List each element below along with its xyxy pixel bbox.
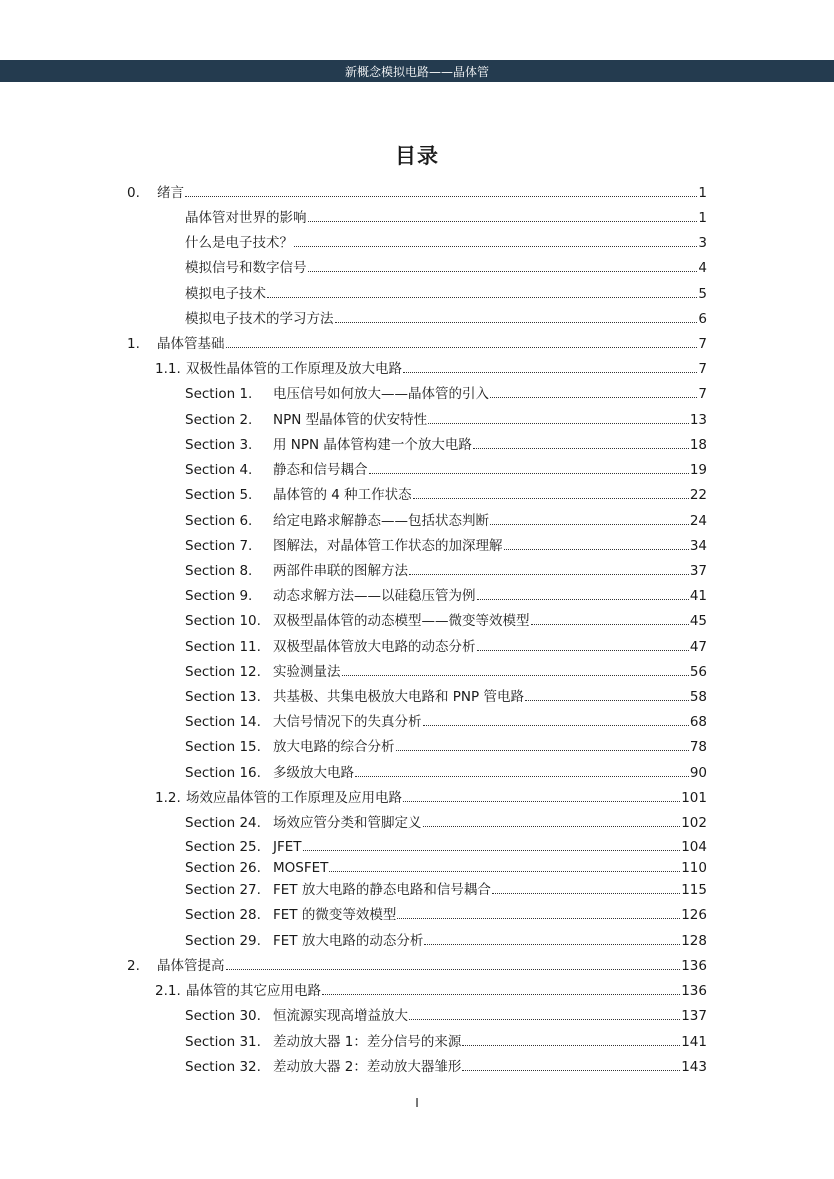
toc-entry-page: 3 [698,235,707,251]
dot-leader [342,675,689,676]
toc-entry-page: 78 [689,739,707,755]
toc-entry-number: Section 9. [185,588,253,604]
toc-entry-title: 恒流源实现高增益放大 [273,1008,408,1024]
dot-leader [335,322,698,323]
toc-entry-number: 1.2. [155,790,181,806]
dot-leader [462,1045,680,1046]
toc-entry-title: 晶体管的其它应用电路 [186,983,321,999]
toc-entry-number: Section 1. [185,386,253,402]
dot-leader [424,944,680,945]
page-title: 目录 [395,144,439,168]
dot-leader [303,850,681,851]
dot-leader [413,498,689,499]
toc-entry[interactable] [185,1007,707,1025]
dot-leader [396,750,689,751]
toc-entry-number: Section 14. [185,714,261,730]
toc-entry-number: Section 24. [185,815,261,831]
toc-entry-page: 101 [681,790,707,806]
dot-leader [490,524,689,525]
toc-entry-page: 56 [689,664,707,680]
toc-entry-number: Section 27. [185,882,261,898]
toc-entry[interactable] [185,881,707,899]
toc-entry-title: 多级放大电路 [273,765,354,781]
toc-entry[interactable] [185,411,707,429]
toc-entry[interactable] [185,436,707,454]
toc-entry-title: 场效应管分类和管脚定义 [273,815,422,831]
toc-entry[interactable] [185,932,707,950]
dot-leader [462,1070,680,1071]
toc-entry[interactable] [185,461,707,479]
toc-entry-title: 电压信号如何放大——晶体管的引入 [273,386,489,402]
toc-entry-title: 模拟信号和数字信号 [185,260,307,276]
toc-entry-page: 34 [689,538,707,554]
toc-entry[interactable] [185,638,707,656]
toc-entry-page: 68 [689,714,707,730]
toc-entry-number: Section 28. [185,907,261,923]
toc-entry-page: 37 [689,563,707,579]
toc-entry[interactable] [155,789,707,807]
toc-entry[interactable] [127,335,707,353]
dot-leader [477,599,689,600]
dot-leader [525,700,689,701]
toc-entry-page: 110 [681,860,707,876]
toc-entry-title: 什么是电子技术？ [185,235,293,251]
toc-entry-title: JFET [273,839,302,855]
toc-entry[interactable] [185,814,707,832]
toc-entry-title: 放大电路的综合分析 [273,739,395,755]
dot-leader [423,725,689,726]
toc-entry-page: 136 [681,958,707,974]
toc-entry-number: Section 11. [185,639,261,655]
toc-entry-title: 共基极、共集电极放大电路和 PNP 管电路 [273,689,524,705]
toc-entry-title: MOSFET [273,860,329,876]
toc-entry-title: 给定电路求解静态——包括状态判断 [273,513,489,529]
dot-leader [322,994,680,995]
toc-entry-page: 143 [681,1059,707,1075]
toc-entry-title: 动态求解方法——以硅稳压管为例 [273,588,476,604]
dot-leader [355,776,689,777]
toc-entry-number: Section 10. [185,613,261,629]
toc-entry[interactable] [155,360,707,378]
toc-entry[interactable] [185,764,707,782]
toc-entry-number: Section 31. [185,1034,261,1050]
toc-entry-title: 模拟电子技术 [185,286,266,302]
toc-entry[interactable] [185,587,707,605]
toc-entry[interactable] [185,838,707,856]
dot-leader [267,297,697,298]
toc-entry-page: 126 [681,907,707,923]
toc-entry[interactable] [155,982,707,1000]
toc-entry[interactable] [185,259,707,277]
dot-leader [226,969,681,970]
dot-leader [490,397,697,398]
toc-entry-page: 18 [689,437,707,453]
toc-entry[interactable] [185,1058,707,1076]
dot-leader [473,448,689,449]
toc-entry-page: 45 [689,613,707,629]
toc-entry-title: 图解法，对晶体管工作状态的加深理解 [273,538,503,554]
toc-entry-page: 1 [698,210,707,226]
toc-entry-number: Section 8. [185,563,253,579]
toc-entry[interactable] [185,537,707,555]
dot-leader [226,347,698,348]
toc-entry-number: Section 12. [185,664,261,680]
dot-leader [403,372,697,373]
toc-entry-title: 实验测量法 [273,664,341,680]
toc-entry-page: 24 [689,513,707,529]
toc-entry[interactable] [185,612,707,630]
dot-leader [397,918,680,919]
toc-entry-page: 128 [681,933,707,949]
toc-entry-number: Section 15. [185,739,261,755]
toc-entry-page: 7 [698,386,707,402]
toc-entry-number: 0. [127,185,140,201]
toc-entry-title: 晶体管基础 [157,336,225,352]
toc-entry-title: FET 放大电路的动态分析 [273,933,424,949]
toc-entry-page: 22 [689,487,707,503]
toc-entry-title: 大信号情况下的失真分析 [273,714,422,730]
toc-entry-page: 6 [698,311,707,327]
toc-entry-number: Section 26. [185,860,261,876]
toc-entry-page: 136 [681,983,707,999]
dot-leader [308,221,698,222]
toc-entry[interactable] [185,385,707,403]
dot-leader [531,624,689,625]
toc-entry-number: Section 5. [185,487,253,503]
toc-entry-number: Section 3. [185,437,253,453]
toc-entry[interactable] [185,738,707,756]
toc-entry-page: 1 [698,185,707,201]
toc-entry-title: 晶体管的 4 种工作状态 [273,487,412,503]
toc-entry-page: 58 [689,689,707,705]
dot-leader [504,549,689,550]
toc-entry-number: Section 25. [185,839,261,855]
toc-entry[interactable] [127,957,707,975]
dot-leader [477,650,689,651]
toc-entry-title: 差动放大器 1：差分信号的来源 [273,1034,462,1050]
toc-entry[interactable] [127,184,707,202]
toc-entry[interactable] [185,906,707,924]
dot-leader [409,1019,680,1020]
dot-leader [369,473,689,474]
header-title: 新概念模拟电路——晶体管 [344,64,489,79]
toc-entry-page: 90 [689,765,707,781]
toc-entry-title: NPN 型晶体管的伏安特性 [273,412,428,428]
toc-entry[interactable] [185,562,707,580]
toc-entry-number: Section 30. [185,1008,261,1024]
toc-entry[interactable] [185,688,707,706]
toc-entry[interactable] [185,713,707,731]
toc-entry-page: 137 [681,1008,707,1024]
toc-entry[interactable] [185,512,707,530]
toc-entry-title: 双极性晶体管的工作原理及放大电路 [186,361,402,377]
dot-leader [185,196,697,197]
dot-leader [294,246,697,247]
toc-entry-title: FET 放大电路的静态电路和信号耦合 [273,882,491,898]
toc-entry-number: Section 4. [185,462,253,478]
toc-entry-page: 47 [689,639,707,655]
toc-entry-title: 两部件串联的图解方法 [273,563,408,579]
toc-entry-page: 41 [689,588,707,604]
toc-entry[interactable] [185,209,707,227]
dot-leader [403,801,680,802]
toc-entry-page: 102 [681,815,707,831]
dot-leader [329,871,680,872]
toc-entry[interactable] [185,486,707,504]
toc-entry-page: 7 [698,361,707,377]
toc-entry-page: 115 [681,882,707,898]
toc-entry-number: Section 29. [185,933,261,949]
toc-entry-page: 5 [698,286,707,302]
dot-leader [423,826,681,827]
toc-entry-number: Section 32. [185,1059,261,1075]
dot-leader [308,271,698,272]
toc-entry-page: 13 [689,412,707,428]
toc-entry-page: 104 [681,839,707,855]
toc-entry[interactable] [185,859,707,877]
toc-entry-title: 双极型晶体管放大电路的动态分析 [273,639,476,655]
footer-page-number: I [415,1096,419,1110]
toc-entry-number: 2.1. [155,983,181,999]
toc-entry-title: 场效应晶体管的工作原理及应用电路 [186,790,402,806]
toc-entry-page: 19 [689,462,707,478]
toc-entry[interactable] [185,234,707,252]
toc-entry[interactable] [185,285,707,303]
toc-entry-page: 4 [698,260,707,276]
toc-entry[interactable] [185,663,707,681]
toc-entry-title: 晶体管对世界的影响 [185,210,307,226]
toc-entry-number: 1. [127,336,140,352]
toc-entry-number: Section 7. [185,538,253,554]
toc-entry-number: 2. [127,958,140,974]
toc-entry-number: Section 16. [185,765,261,781]
toc-entry-title: 晶体管提高 [157,958,225,974]
dot-leader [428,423,689,424]
dot-leader [492,893,680,894]
toc-entry[interactable] [185,310,707,328]
toc-entry-title: 静态和信号耦合 [273,462,368,478]
toc-entry-title: 差动放大器 2：差动放大器雏形 [273,1059,462,1075]
toc-entry-number: Section 2. [185,412,253,428]
toc-entry-page: 7 [698,336,707,352]
toc-entry-number: Section 13. [185,689,261,705]
toc-entry[interactable] [185,1033,707,1051]
toc-entry-title: 双极型晶体管的动态模型——微变等效模型 [273,613,530,629]
toc-entry-number: Section 6. [185,513,253,529]
toc-entry-title: FET 的微变等效模型 [273,907,397,923]
toc-entry-title: 用 NPN 晶体管构建一个放大电路 [273,437,472,453]
toc-entry-number: 1.1. [155,361,181,377]
toc-entry-title: 模拟电子技术的学习方法 [185,311,334,327]
dot-leader [409,574,689,575]
toc-entry-page: 141 [681,1034,707,1050]
toc-entry-title: 绪言 [157,185,184,201]
